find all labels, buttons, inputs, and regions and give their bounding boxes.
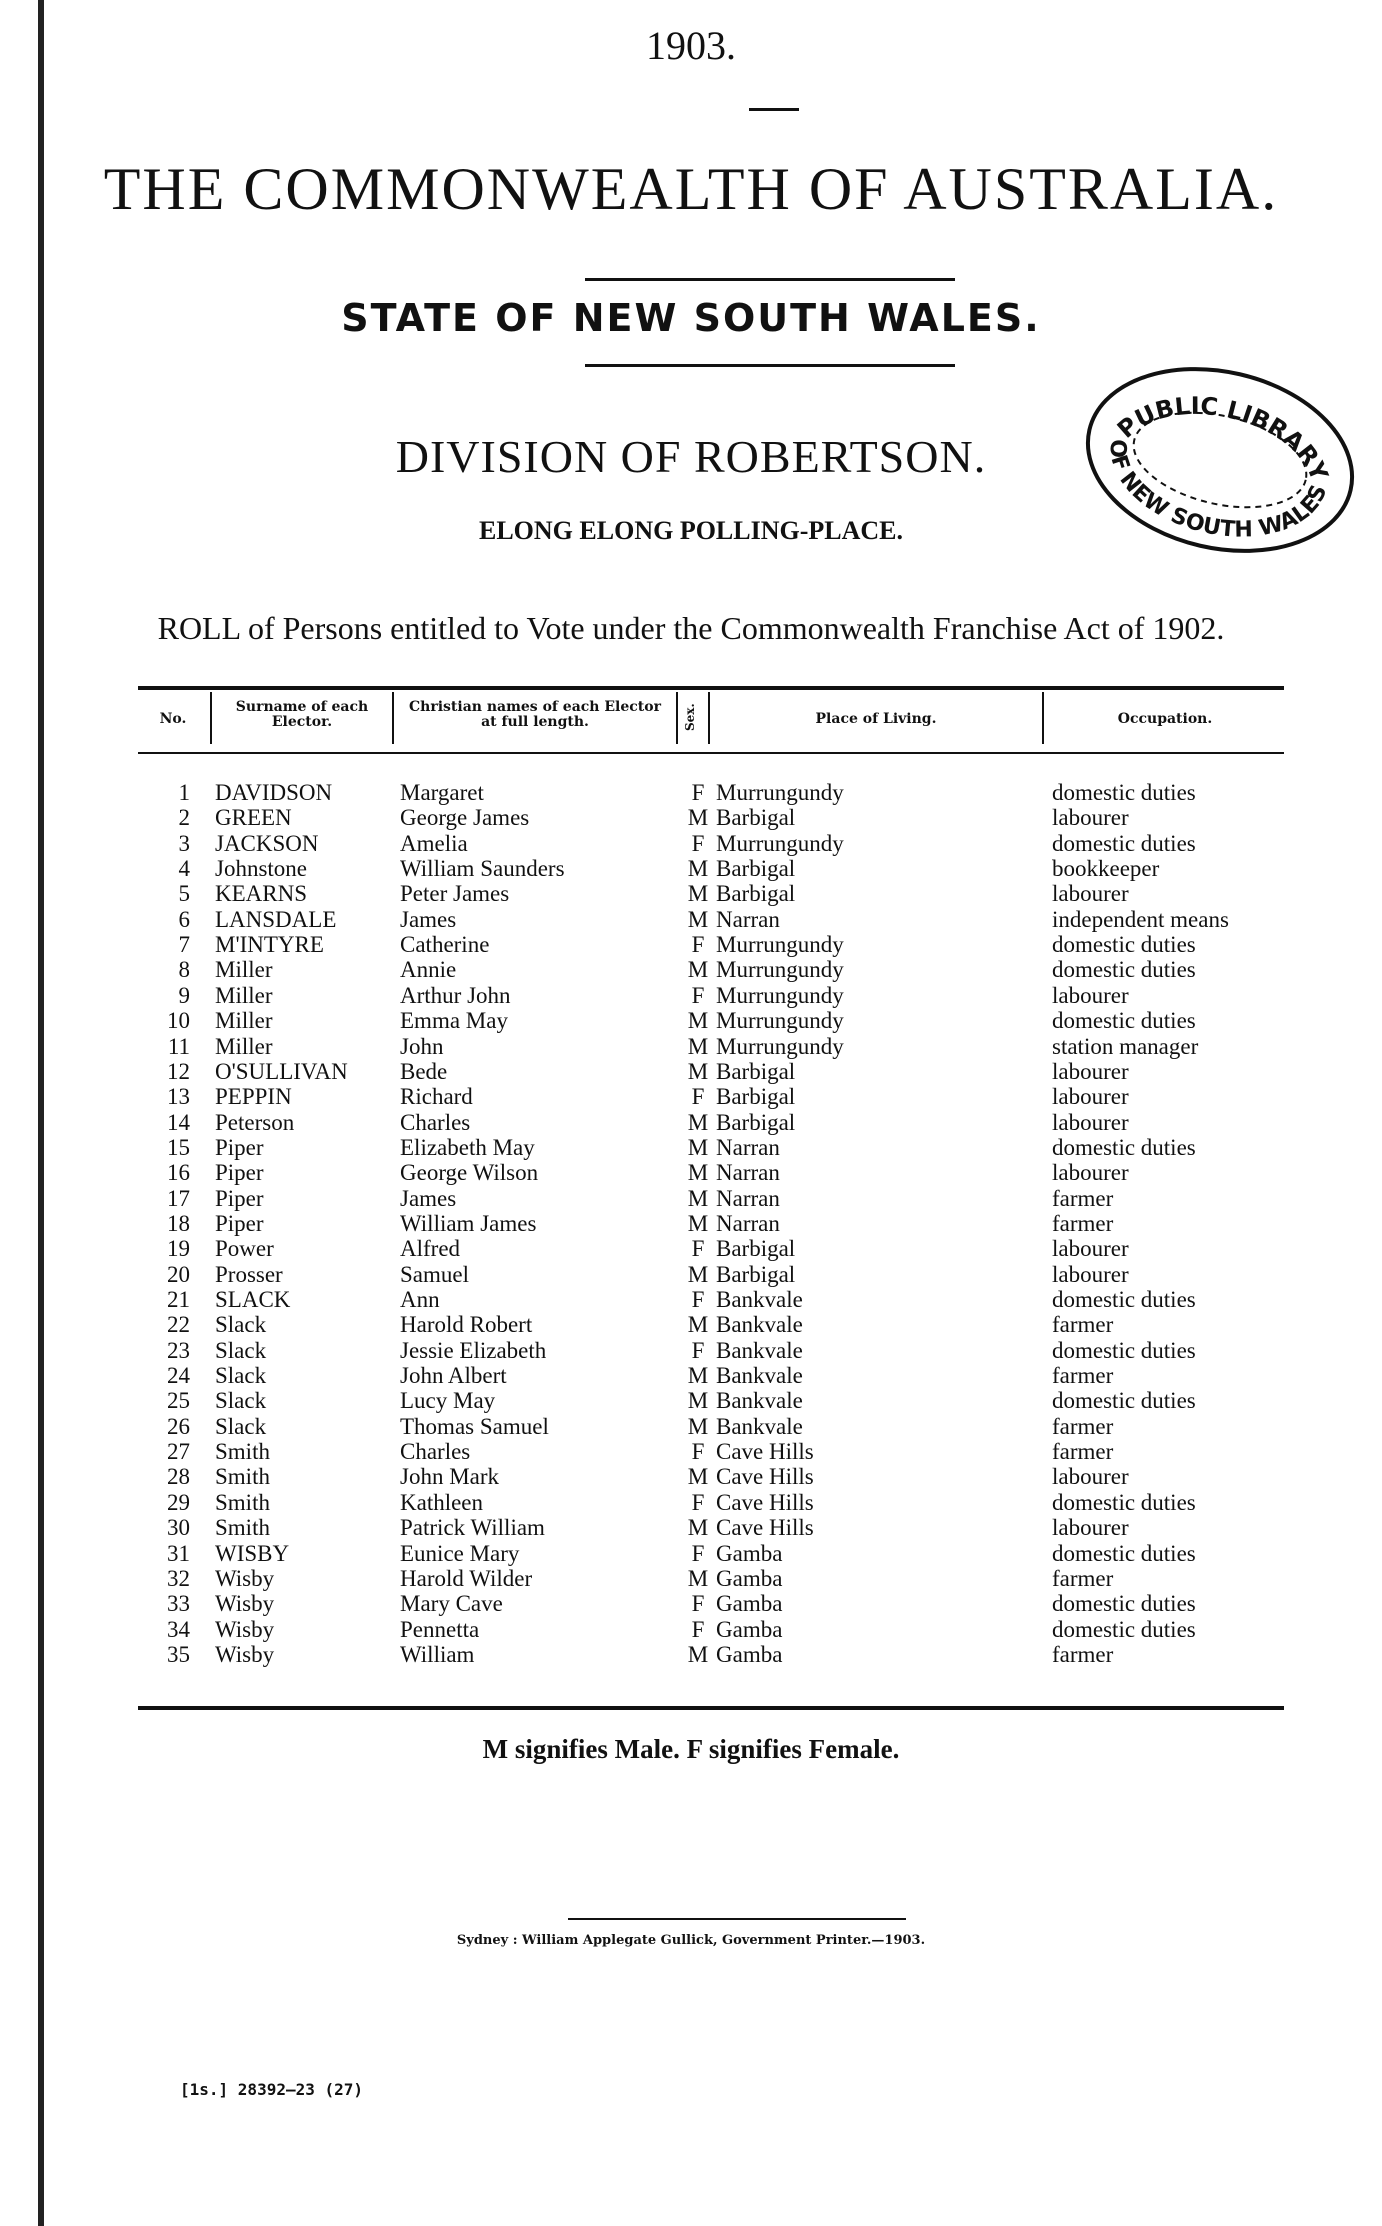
table-row	[0, 1490, 1382, 1515]
table-row	[0, 1541, 1382, 1566]
elector-sex: F	[691, 982, 705, 1008]
elector-surname: Johnstone	[215, 856, 307, 882]
header-christian-names: Christian names of each Elector at full length.	[409, 699, 661, 730]
elector-place-of-living: Barbigal	[716, 856, 796, 882]
table-row	[0, 1059, 1382, 1084]
elector-number: 22	[167, 1312, 190, 1338]
elector-place-of-living: Murrungundy	[716, 1008, 844, 1034]
elector-number: 5	[178, 881, 190, 907]
elector-number: 12	[167, 1058, 190, 1084]
elector-christian-names: Peter James	[400, 881, 510, 907]
table-row	[0, 1642, 1382, 1667]
elector-sex: M	[687, 1109, 709, 1135]
elector-surname: Piper	[215, 1134, 264, 1160]
table-row	[0, 881, 1382, 906]
elector-christian-names: Margaret	[400, 780, 484, 805]
elector-sex: M	[687, 1413, 709, 1439]
elector-surname: Slack	[215, 1363, 267, 1389]
table-bottom-rule	[138, 1706, 1284, 1710]
elector-occupation: domestic duties	[1052, 932, 1196, 958]
elector-occupation: domestic duties	[1052, 1591, 1196, 1617]
form-code: [1s.] 28392—23 (27)	[180, 2080, 364, 2099]
elector-christian-names: Lucy May	[400, 1388, 496, 1414]
elector-surname: Slack	[215, 1413, 267, 1439]
elector-number: 2	[178, 805, 190, 831]
column-separator	[1042, 692, 1044, 744]
elector-place-of-living: Barbigal	[716, 881, 796, 907]
elector-number: 13	[167, 1084, 190, 1110]
elector-number: 4	[178, 856, 190, 882]
elector-number: 18	[167, 1210, 190, 1236]
elector-place-of-living: Bankvale	[716, 1287, 803, 1312]
elector-sex: M	[687, 1261, 709, 1287]
elector-sex: M	[687, 1185, 709, 1211]
header-surname: Surname of each Elector.	[235, 699, 369, 730]
elector-surname: Wisby	[215, 1641, 275, 1667]
elector-christian-names: Arthur John	[400, 982, 511, 1008]
elector-christian-names: Elizabeth May	[400, 1134, 535, 1160]
elector-christian-names: Mary Cave	[400, 1591, 503, 1617]
elector-number: 35	[167, 1641, 190, 1667]
elector-occupation: labourer	[1052, 1084, 1129, 1110]
elector-number: 9	[178, 982, 190, 1008]
elector-sex: F	[691, 1439, 705, 1465]
elector-number: 26	[167, 1413, 190, 1439]
elector-christian-names: James	[400, 906, 457, 932]
header-sex: Sex.	[683, 703, 697, 731]
table-row	[0, 1617, 1382, 1642]
elector-occupation: labourer	[1052, 805, 1129, 831]
elector-sex: M	[687, 1033, 709, 1059]
elector-surname: Wisby	[215, 1565, 275, 1591]
elector-surname: LANSDALE	[215, 906, 337, 932]
elector-surname: DAVIDSON	[215, 780, 333, 805]
elector-place-of-living: Murrungundy	[716, 830, 844, 856]
table-row	[0, 1211, 1382, 1236]
year: 1903.	[646, 23, 736, 68]
column-separator	[676, 692, 678, 744]
elector-place-of-living: Barbigal	[716, 1109, 796, 1135]
elector-surname: Piper	[215, 1210, 264, 1236]
elector-surname: Piper	[215, 1185, 264, 1211]
elector-place-of-living: Barbigal	[716, 805, 796, 831]
elector-occupation: farmer	[1052, 1210, 1114, 1236]
elector-occupation: labourer	[1052, 982, 1129, 1008]
elector-christian-names: Catherine	[400, 932, 490, 958]
table-row	[0, 831, 1382, 856]
elector-number: 11	[167, 1033, 190, 1059]
elector-place-of-living: Murrungundy	[716, 780, 844, 805]
elector-christian-names: Eunice Mary	[400, 1540, 520, 1566]
elector-christian-names: Amelia	[400, 830, 468, 856]
elector-occupation: domestic duties	[1052, 1287, 1196, 1312]
printer-imprint: Sydney : William Applegate Gullick, Government Printer.—1903.	[456, 1933, 926, 1948]
elector-surname: Miller	[215, 957, 273, 983]
elector-place-of-living: Barbigal	[716, 1261, 796, 1287]
elector-place-of-living: Gamba	[716, 1641, 783, 1667]
table-row	[0, 1388, 1382, 1413]
elector-place-of-living: Cave Hills	[716, 1464, 814, 1490]
sex-legend: M signifies Male. F signifies Female.	[482, 1734, 900, 1764]
elector-christian-names: Alfred	[400, 1236, 461, 1262]
elector-christian-names: Emma May	[400, 1008, 508, 1034]
elector-christian-names: John Mark	[400, 1464, 500, 1490]
table-row	[0, 1591, 1382, 1616]
elector-occupation: farmer	[1052, 1363, 1114, 1389]
elector-christian-names: Charles	[400, 1439, 471, 1465]
elector-occupation: farmer	[1052, 1312, 1114, 1338]
elector-sex: F	[691, 1540, 705, 1566]
elector-sex: M	[687, 1565, 709, 1591]
header-no: No.	[159, 711, 187, 727]
elector-sex: M	[687, 1388, 709, 1414]
elector-place-of-living: Barbigal	[716, 1084, 796, 1110]
elector-surname: PEPPIN	[215, 1084, 292, 1110]
elector-number: 31	[167, 1540, 190, 1566]
elector-surname: Wisby	[215, 1591, 275, 1617]
elector-surname: GREEN	[215, 805, 292, 831]
elector-number: 14	[167, 1109, 190, 1135]
elector-sex: M	[687, 1134, 709, 1160]
elector-number: 6	[178, 906, 190, 932]
elector-christian-names: Richard	[400, 1084, 473, 1110]
elector-number: 27	[167, 1439, 190, 1465]
elector-surname: O'SULLIVAN	[215, 1058, 348, 1084]
polling-place: ELONG ELONG POLLING-PLACE.	[479, 516, 903, 545]
divider-short	[749, 108, 799, 111]
elector-occupation: labourer	[1052, 1515, 1129, 1541]
elector-place-of-living: Bankvale	[716, 1388, 803, 1414]
elector-surname: M'INTYRE	[215, 932, 324, 958]
elector-occupation: station manager	[1052, 1033, 1199, 1059]
elector-surname: Miller	[215, 1008, 273, 1034]
elector-occupation: labourer	[1052, 1058, 1129, 1084]
elector-sex: F	[691, 1337, 705, 1363]
elector-sex: M	[687, 805, 709, 831]
elector-christian-names: Charles	[400, 1109, 471, 1135]
elector-occupation: domestic duties	[1052, 1008, 1196, 1034]
elector-surname: Slack	[215, 1337, 267, 1363]
elector-place-of-living: Cave Hills	[716, 1439, 814, 1465]
elector-number: 24	[167, 1363, 190, 1389]
table-row	[0, 1236, 1382, 1261]
elector-place-of-living: Cave Hills	[716, 1515, 814, 1541]
elector-place-of-living: Murrungundy	[716, 932, 844, 958]
elector-surname: Smith	[215, 1464, 270, 1490]
header-occupation: Occupation.	[1117, 711, 1213, 727]
elector-number: 21	[167, 1287, 190, 1312]
elector-place-of-living: Bankvale	[716, 1413, 803, 1439]
elector-number: 15	[167, 1134, 190, 1160]
elector-sex: F	[691, 1236, 705, 1262]
elector-surname: WISBY	[215, 1540, 290, 1566]
table-row	[0, 957, 1382, 982]
elector-christian-names: John	[400, 1033, 444, 1059]
table-row	[0, 805, 1382, 830]
elector-christian-names: James	[400, 1185, 457, 1211]
column-separator	[210, 692, 212, 744]
table-row	[0, 1414, 1382, 1439]
elector-surname: Power	[215, 1236, 274, 1262]
elector-place-of-living: Narran	[716, 1134, 780, 1160]
elector-place-of-living: Bankvale	[716, 1312, 803, 1338]
column-separator	[392, 692, 394, 744]
table-row	[0, 1312, 1382, 1337]
elector-sex: M	[687, 1008, 709, 1034]
table-row	[0, 1084, 1382, 1109]
elector-christian-names: Samuel	[400, 1261, 469, 1287]
elector-occupation: labourer	[1052, 881, 1129, 907]
elector-christian-names: Bede	[400, 1058, 448, 1084]
table-row	[0, 1515, 1382, 1540]
elector-place-of-living: Bankvale	[716, 1337, 803, 1363]
elector-occupation: farmer	[1052, 1565, 1114, 1591]
elector-sex: F	[691, 1591, 705, 1617]
elector-number: 3	[178, 830, 190, 856]
table-row	[0, 1464, 1382, 1489]
elector-place-of-living: Bankvale	[716, 1363, 803, 1389]
elector-sex: M	[687, 1363, 709, 1389]
elector-occupation: farmer	[1052, 1185, 1114, 1211]
elector-occupation: labourer	[1052, 1236, 1129, 1262]
elector-number: 7	[178, 932, 190, 958]
elector-sex: M	[687, 1515, 709, 1541]
elector-number: 10	[167, 1008, 190, 1034]
elector-christian-names: William Saunders	[400, 856, 565, 882]
elector-number: 32	[167, 1565, 190, 1591]
elector-place-of-living: Gamba	[716, 1540, 783, 1566]
elector-place-of-living: Narran	[716, 1185, 780, 1211]
elector-christian-names: Jessie Elizabeth	[400, 1337, 547, 1363]
elector-occupation: bookkeeper	[1052, 856, 1160, 882]
elector-occupation: domestic duties	[1052, 957, 1196, 983]
table-top-rule	[138, 686, 1284, 690]
elector-surname: JACKSON	[215, 830, 319, 856]
divider-state-top	[585, 278, 955, 281]
elector-sex: F	[691, 1287, 705, 1312]
elector-surname: SLACK	[215, 1287, 291, 1312]
elector-christian-names: John Albert	[400, 1363, 507, 1389]
elector-number: 34	[167, 1616, 190, 1642]
elector-number: 25	[167, 1388, 190, 1414]
elector-occupation: farmer	[1052, 1413, 1114, 1439]
elector-christian-names: Annie	[400, 957, 457, 983]
stamp-bottom-text: OF NEW SOUTH WALES	[1104, 439, 1333, 543]
elector-christian-names: Patrick William	[400, 1515, 545, 1541]
elector-surname: Slack	[215, 1388, 267, 1414]
elector-number: 19	[167, 1236, 190, 1262]
divider-printer	[568, 1918, 906, 1920]
elector-occupation: independent means	[1052, 906, 1229, 932]
table-row	[0, 1566, 1382, 1591]
elector-sex: M	[687, 1641, 709, 1667]
elector-occupation: labourer	[1052, 1160, 1129, 1186]
table-row	[0, 1186, 1382, 1211]
elector-occupation: domestic duties	[1052, 1540, 1196, 1566]
elector-sex: F	[691, 1084, 705, 1110]
elector-place-of-living: Gamba	[716, 1616, 783, 1642]
state-heading: STATE OF NEW SOUTH WALES.	[341, 296, 1041, 340]
elector-place-of-living: Narran	[716, 1210, 780, 1236]
elector-surname: Smith	[215, 1489, 270, 1515]
elector-occupation: domestic duties	[1052, 1388, 1196, 1414]
elector-sex: M	[687, 1160, 709, 1186]
elector-sex: M	[687, 1312, 709, 1338]
elector-occupation: domestic duties	[1052, 1489, 1196, 1515]
elector-sex: M	[687, 1210, 709, 1236]
elector-number: 20	[167, 1261, 190, 1287]
elector-sex: M	[687, 1058, 709, 1084]
table-row	[0, 856, 1382, 881]
elector-sex: M	[687, 1464, 709, 1490]
elector-number: 29	[167, 1489, 190, 1515]
elector-number: 8	[178, 957, 190, 983]
elector-place-of-living: Murrungundy	[716, 957, 844, 983]
table-row	[0, 907, 1382, 932]
elector-place-of-living: Murrungundy	[716, 982, 844, 1008]
header-place-of-living: Place of Living.	[815, 711, 937, 727]
elector-sex: F	[691, 780, 705, 805]
elector-surname: Prosser	[215, 1261, 283, 1287]
elector-occupation: labourer	[1052, 1464, 1129, 1490]
elector-number: 33	[167, 1591, 190, 1617]
table-row	[0, 932, 1382, 957]
elector-sex: F	[691, 932, 705, 958]
elector-christian-names: Kathleen	[400, 1489, 484, 1515]
table-row	[0, 1287, 1382, 1312]
elector-surname: Miller	[215, 1033, 273, 1059]
elector-surname: Smith	[215, 1515, 270, 1541]
elector-christian-names: William	[400, 1641, 475, 1667]
table-header-rule	[138, 752, 1284, 754]
elector-number: 17	[167, 1185, 190, 1211]
elector-sex: M	[687, 881, 709, 907]
table-row	[0, 1160, 1382, 1185]
elector-occupation: domestic duties	[1052, 1337, 1196, 1363]
elector-sex: F	[691, 1489, 705, 1515]
stamp-top-text: PUBLIC LIBRARY	[1111, 391, 1334, 485]
elector-place-of-living: Gamba	[716, 1565, 783, 1591]
elector-christian-names: Ann	[400, 1287, 440, 1312]
table-row	[0, 1110, 1382, 1135]
elector-sex: M	[687, 906, 709, 932]
elector-number: 23	[167, 1337, 190, 1363]
table-row	[0, 983, 1382, 1008]
elector-place-of-living: Narran	[716, 1160, 780, 1186]
elector-place-of-living: Cave Hills	[716, 1489, 814, 1515]
elector-place-of-living: Narran	[716, 906, 780, 932]
elector-sex: M	[687, 957, 709, 983]
elector-surname: KEARNS	[215, 881, 308, 907]
elector-occupation: farmer	[1052, 1439, 1114, 1465]
table-row	[0, 1135, 1382, 1160]
roll-title: ROLL of Persons entitled to Vote under the Commonwealth Franchise Act of 1902.	[157, 610, 1225, 646]
elector-christian-names: William James	[400, 1210, 537, 1236]
elector-occupation: domestic duties	[1052, 780, 1196, 805]
divider-state-bottom	[585, 364, 955, 367]
elector-surname: Wisby	[215, 1616, 275, 1642]
elector-sex: F	[691, 830, 705, 856]
elector-occupation: domestic duties	[1052, 1134, 1196, 1160]
elector-occupation: labourer	[1052, 1109, 1129, 1135]
elector-place-of-living: Murrungundy	[716, 1033, 844, 1059]
elector-place-of-living: Barbigal	[716, 1058, 796, 1084]
elector-surname: Miller	[215, 982, 273, 1008]
elector-christian-names: Harold Wilder	[400, 1565, 533, 1591]
elector-number: 30	[167, 1515, 190, 1541]
elector-christian-names: George Wilson	[400, 1160, 539, 1186]
column-separator	[708, 692, 710, 744]
table-row	[0, 1338, 1382, 1363]
elector-place-of-living: Barbigal	[716, 1236, 796, 1262]
elector-christian-names: Thomas Samuel	[400, 1413, 549, 1439]
table-row	[0, 1262, 1382, 1287]
elector-occupation: domestic duties	[1052, 830, 1196, 856]
elector-sex: F	[691, 1616, 705, 1642]
table-row	[0, 1439, 1382, 1464]
elector-occupation: farmer	[1052, 1641, 1114, 1667]
elector-surname: Slack	[215, 1312, 267, 1338]
svg-text:PUBLIC LIBRARY	[1108, 371, 1346, 491]
division-heading: DIVISION OF ROBERTSON.	[395, 431, 987, 482]
elector-surname: Piper	[215, 1160, 264, 1186]
elector-number: 28	[167, 1464, 190, 1490]
elector-christian-names: George James	[400, 805, 530, 831]
page-title: THE COMMONWEALTH OF AUSTRALIA.	[103, 156, 1279, 222]
elector-occupation: domestic duties	[1052, 1616, 1196, 1642]
table-row	[0, 1008, 1382, 1033]
elector-surname: Peterson	[215, 1109, 295, 1135]
elector-surname: Smith	[215, 1439, 270, 1465]
table-row	[0, 1363, 1382, 1388]
table-row	[0, 1034, 1382, 1059]
elector-number: 16	[167, 1160, 190, 1186]
elector-christian-names: Harold Robert	[400, 1312, 533, 1338]
elector-occupation: labourer	[1052, 1261, 1129, 1287]
elector-christian-names: Pennetta	[400, 1616, 480, 1642]
elector-sex: M	[687, 856, 709, 882]
elector-place-of-living: Gamba	[716, 1591, 783, 1617]
table-row	[0, 780, 1382, 805]
elector-number: 1	[178, 780, 190, 805]
